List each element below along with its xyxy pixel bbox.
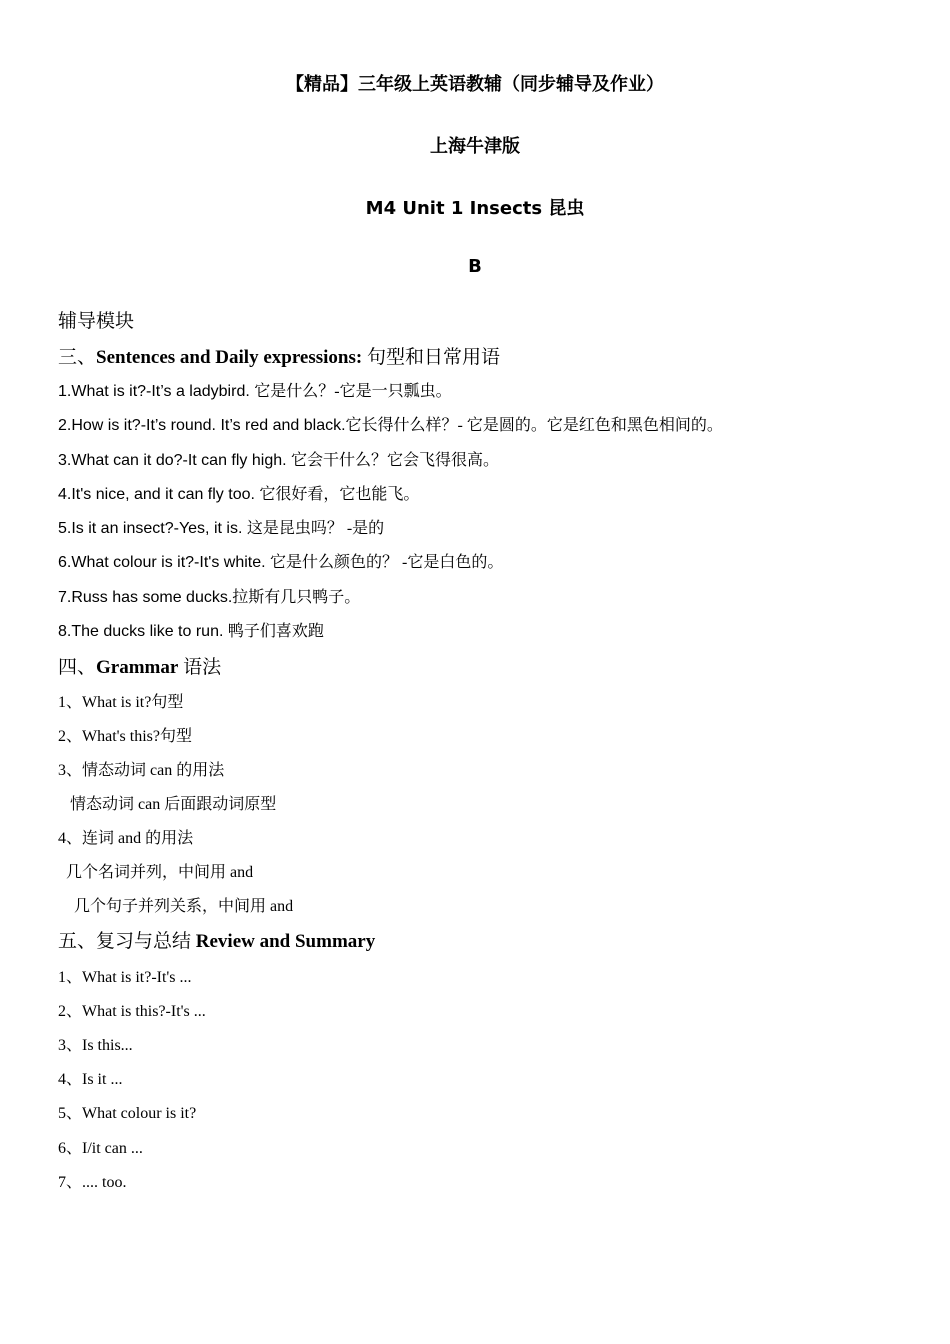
grammar-item: 1、What is it?句型: [58, 694, 184, 711]
review-item: 4、Is it ...: [58, 1071, 123, 1088]
section3-title-en: Sentences and Daily expressions:: [96, 347, 363, 368]
review-item: 7、.... too.: [58, 1174, 127, 1191]
grammar-note: 几个句子并列关系，中间用 and: [58, 898, 294, 915]
review-item: 1、What is it?-It's ...: [58, 969, 192, 986]
sentence-en: 1.What is it?-It’s a ladybird.: [58, 383, 255, 400]
edition-heading: 上海牛津版: [430, 136, 520, 157]
review-item: 5、What colour is it?: [58, 1105, 197, 1122]
grammar-note: 情态动词 can 后面跟动词原型: [58, 796, 277, 813]
grammar-item: 2、What's this?句型: [58, 728, 192, 745]
review-item: 6、I/it can ...: [58, 1140, 143, 1157]
sentence-cn: 这是昆虫吗？ -是的: [246, 520, 385, 537]
sentence-cn: 鸭子们喜欢跑: [227, 623, 324, 640]
section3-heading: [58, 342, 500, 369]
sentence-en: 4.It's nice, and it can fly too.: [58, 486, 260, 503]
sentence-cn: 它长得什么样？- 它是圆的。它是红色和黑色相间的。: [345, 417, 723, 434]
sentence-item: [58, 549, 503, 572]
sentence-en: 6.What colour is it?-It's white.: [58, 554, 271, 571]
sentence-cn: 它是什么颜色的？ -它是白色的。: [270, 554, 504, 571]
section5-title-en: Review and Summary: [195, 931, 376, 952]
section4-title-en: Grammar: [96, 657, 179, 678]
grammar-note: 几个名词并列，中间用 and: [58, 864, 254, 881]
grammar-item: 3、情态动词 can 的用法: [58, 762, 225, 779]
section5-heading: [58, 926, 375, 953]
section5-title-cn: 五、复习与总结: [58, 931, 196, 952]
level-heading: B: [468, 256, 482, 277]
unit-heading: M4 Unit 1 Insects 昆虫: [365, 198, 585, 219]
module-heading: 辅导模块: [58, 311, 135, 332]
sentence-cn: 拉斯有几只鸭子。: [232, 589, 361, 606]
sentence-cn: 它会干什么？它会飞得很高。: [291, 452, 500, 469]
sentence-item: [58, 618, 324, 641]
sentence-en: 7.Russ has some ducks.: [58, 589, 233, 606]
sentence-en: 2.How is it?-It’s round. It’s red and black.: [58, 417, 346, 434]
sentence-item: [58, 481, 419, 504]
sentence-item: [58, 412, 723, 435]
sentence-en: 8.The ducks like to run.: [58, 623, 228, 640]
review-item: 2、What is this?-It's ...: [58, 1003, 206, 1020]
sentence-cn: 它很好看，它也能飞。: [259, 486, 420, 503]
sentence-item: [58, 447, 499, 470]
section4-prefix: 四、: [58, 657, 97, 678]
section4-heading: [58, 652, 221, 679]
section4-title-cn: 语法: [178, 657, 222, 678]
section3-prefix: 三、: [58, 347, 97, 368]
sentence-cn: 它是什么？-它是一只瓢虫。: [254, 383, 452, 400]
grammar-item: 4、连词 and 的用法: [58, 830, 194, 847]
document-title: 【精品】三年级上英语教辅（同步辅导及作业）: [286, 74, 664, 95]
sentence-en: 5.Is it an insect?-Yes, it is.: [58, 520, 247, 537]
review-item: 3、Is this...: [58, 1037, 133, 1054]
sentence-en: 3.What can it do?-It can fly high.: [58, 452, 292, 469]
sentence-item: [58, 515, 384, 538]
sentence-item: [58, 584, 360, 607]
section3-title-cn: 句型和日常用语: [362, 347, 500, 368]
sentence-item: [58, 378, 452, 401]
